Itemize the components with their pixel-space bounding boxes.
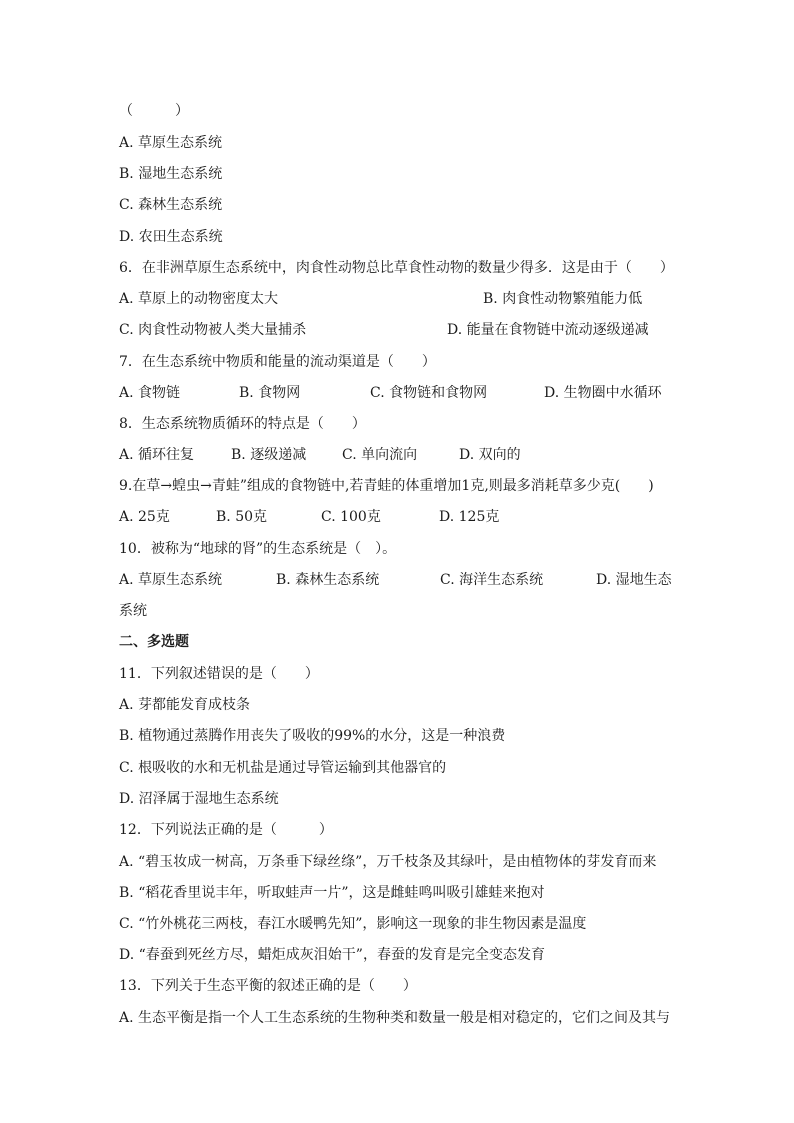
question-10: 10．被称为“地球的肾”的生态系统是（ ）。 xyxy=(119,541,397,557)
q9-option-b: B. 50克 xyxy=(216,509,268,525)
q12-option-b: B. “稻花香里说丰年，听取蛙声一片”，这是雌蛙鸣叫吸引雄蛙来抱对 xyxy=(119,885,545,901)
question-7: 7．在生态系统中物质和能量的流动渠道是（ ） xyxy=(119,354,436,370)
q5-option-a: A. 草原生态系统 xyxy=(119,135,223,151)
q10-option-b: B. 森林生态系统 xyxy=(276,572,380,588)
q5-option-b: B. 湿地生态系统 xyxy=(119,166,223,182)
q13-option-a: A. 生态平衡是指一个人工生态系统的生物种类和数量一般是相对稳定的，它们之间及其与 xyxy=(119,1010,671,1026)
q7-option-c: C. 食物链和食物网 xyxy=(370,385,488,401)
q12-option-d: D. “春蚕到死丝方尽，蜡炬成灰泪始干”，春蚕的发育是完全变态发育 xyxy=(119,947,545,963)
q6-option-b: B. 肉食性动物繁殖能力低 xyxy=(483,291,643,307)
q6-option-a: A. 草原上的动物密度太大 xyxy=(119,291,279,307)
q5-paren: （ ） xyxy=(119,103,189,119)
q7-option-a: A. 食物链 xyxy=(119,385,181,401)
q11-option-a: A. 芽都能发育成枝条 xyxy=(119,697,251,713)
q11-option-c: C. 根吸收的水和无机盐是通过导管运输到其他器官的 xyxy=(119,760,447,776)
q10-option-d: D. 湿地生态 xyxy=(596,572,672,588)
question-6: 6．在非洲草原生态系统中，肉食性动物总比草食性动物的数量少得多．这是由于（ ） xyxy=(119,260,674,276)
question-8: 8．生态系统物质循环的特点是（ ） xyxy=(119,416,366,432)
q10-option-a: A. 草原生态系统 xyxy=(119,572,223,588)
q8-option-b: B. 逐级递减 xyxy=(231,447,307,463)
q9-option-c: C. 100克 xyxy=(321,509,381,525)
question-12: 12．下列说法正确的是（ ） xyxy=(119,822,333,838)
question-9: 9.在草→蝗虫→青蛙”组成的食物链中,若青蛙的体重增加1克,则最多消耗草多少克( ) xyxy=(119,478,654,494)
q10-option-d-continued: 系统 xyxy=(119,603,147,619)
q8-option-c: C. 单向流向 xyxy=(342,447,418,463)
q6-option-c: C. 肉食性动物被人类大量捕杀 xyxy=(119,322,307,338)
q5-option-c: C. 森林生态系统 xyxy=(119,197,223,213)
q11-option-b: B. 植物通过蒸腾作用丧失了吸收的99%的水分，这是一种浪费 xyxy=(119,728,506,744)
q7-option-d: D. 生物圈中水循环 xyxy=(544,385,662,401)
q6-option-d: D. 能量在食物链中流动逐级递减 xyxy=(447,322,649,338)
q10-option-c: C. 海洋生态系统 xyxy=(440,572,544,588)
question-13: 13．下列关于生态平衡的叙述正确的是（ ） xyxy=(119,978,417,994)
q8-option-d: D. 双向的 xyxy=(459,447,521,463)
q9-option-d: D. 125克 xyxy=(439,509,500,525)
q12-option-a: A. “碧玉妆成一树高，万条垂下绿丝绦”，万千枝条及其绿叶，是由植物体的芽发育而来 xyxy=(119,854,657,870)
q5-option-d: D. 农田生态系统 xyxy=(119,229,223,245)
question-11: 11．下列叙述错误的是（ ） xyxy=(119,666,319,682)
q11-option-d: D. 沼泽属于湿地生态系统 xyxy=(119,791,279,807)
q8-option-a: A. 循环往复 xyxy=(119,447,195,463)
q7-option-b: B. 食物网 xyxy=(239,385,301,401)
section-title-multiple-choice: 二、多选题 xyxy=(119,634,189,650)
q9-option-a: A. 25克 xyxy=(119,509,170,525)
q12-option-c: C. “竹外桃花三两枝，春江水暖鸭先知”，影响这一现象的非生物因素是温度 xyxy=(119,916,587,932)
